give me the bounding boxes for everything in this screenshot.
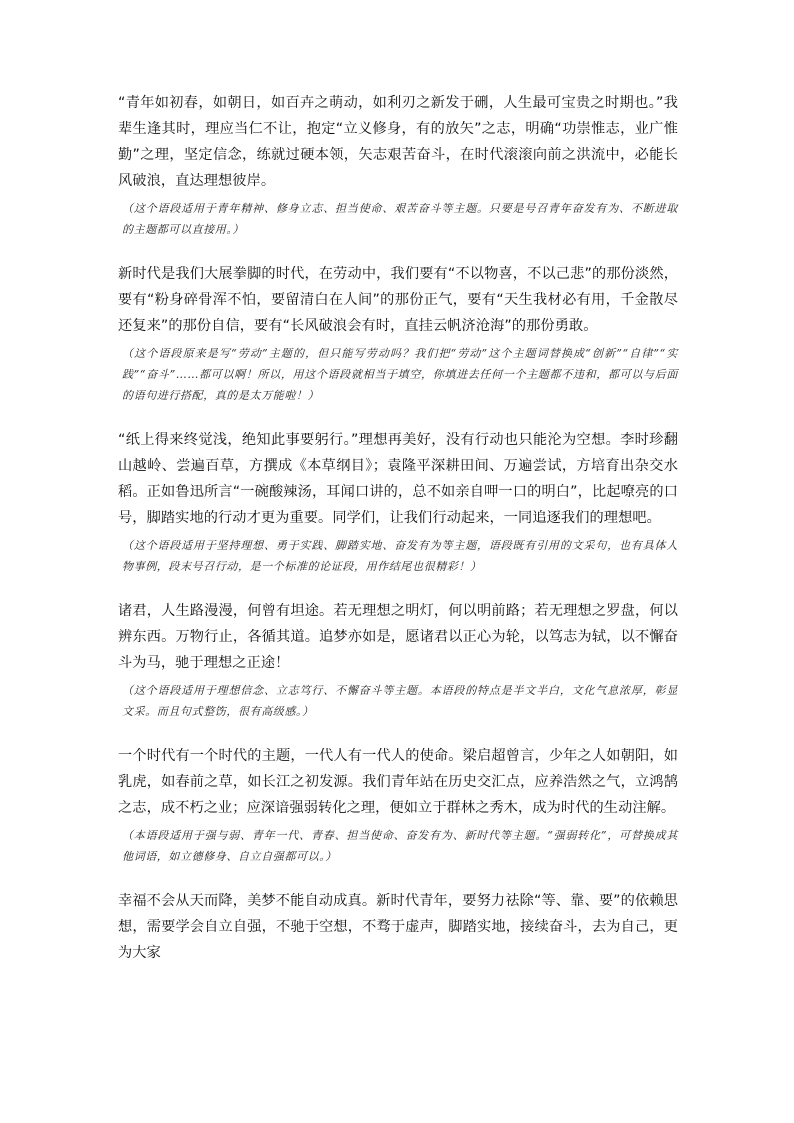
paragraph-note: （本语段适用于强与弱、青年一代、青春、担当使命、奋发有为、新时代等主题。“强弱转化”，可替换成其他词语，如立德修身、自立自强都可以。） bbox=[122, 829, 678, 863]
paragraph-text: “青年如初春，如朝日，如百卉之萌动，如利刃之新发于硎，人生最可宝贵之时期也。”我辈生逢其时，理应当仁不让，抱定“立义修身，有的放矢”之志，明确“功崇惟志，业广惟勤”之理，坚定信念，练就过硬本领，矢志艰苦奋斗，在时代滚滚向前之洪流中，必能长风破浪，直达理想彼岸。 bbox=[118, 95, 678, 189]
paragraph-note: （这个语段适用于理想信念、立志笃行、不懈奋斗等主题。本语段的特点是半文半白，文化气息浓厚，彰显文采。而且句式整饬，很有高级感。） bbox=[122, 684, 678, 718]
section-6 bbox=[118, 888, 678, 966]
paragraph-text: “纸上得来终觉浅，绝知此事要躬行。”理想再美好，没有行动也只能沦为空想。李时珍翻山越岭、尝遍百草，方撰成《本草纲目》；袁隆平深耕田间、万遍尝试，方培育出杂交水稻。正如鲁迅所言“一碗酸辣汤，耳闻口讲的，总不如亲自呷一口的明白”，比起嘹亮的口号，脚踏实地的行动才更为重要。同学们，让我们行动起来，一同追逐我们的理想吧。 bbox=[118, 432, 678, 526]
paragraph-text: 幸福不会从天而降，美梦不能自动成真。新时代青年，要努力祛除“等、靠、要”的依赖思想，需要学会自立自强，不驰于空想，不骛于虚声，脚踏实地，接续奋斗，去为自己，更为大家 bbox=[118, 893, 678, 961]
section-4 bbox=[118, 598, 678, 722]
paragraph-text: 一个时代有一个时代的主题，一代人有一代人的使命。梁启超曾言，少年之人如朝阳，如乳虎，如春前之草，如长江之初发源。我们青年站在历史交汇点，应养浩然之气，立鸿鹄之志，成不朽之业；应深谙强弱转化之理，便如立于群林之秀木，成为时代的生动注解。 bbox=[118, 748, 678, 816]
paragraph-note: （这个语段适用于青年精神、修身立志、担当使命、艰苦奋斗等主题。只要是号召青年奋发有为、不断进取的主题都可以直接用。） bbox=[122, 202, 678, 236]
document-body bbox=[118, 90, 678, 987]
paragraph-text: 新时代是我们大展拳脚的时代，在劳动中，我们要有“不以物喜，不以己悲”的那份淡然，要有“粉身碎骨浑不怕，要留清白在人间”的那份正气，要有“天生我材必有用，千金散尽还复来”的那份自信，要有“长风破浪会有时，直挂云帆济沧海”的那份勇敢。 bbox=[118, 266, 678, 334]
paragraph-note: （这个语段原来是写“劳动”主题的，但只能写劳动吗？我们把“劳动”这个主题词替换成“创新”“自律”“实践”“奋斗”……都可以啊！所以，用这个语段就相当于填空，你填进去任何一个主题都不违和，都可以与后面的语句进行搭配，真的是太万能啦！） bbox=[122, 347, 678, 402]
section-2 bbox=[118, 261, 678, 406]
section-5 bbox=[118, 743, 678, 867]
paragraph-note: （这个语段适用于坚持理想、勇于实践、脚踏实地、奋发有为等主题，语段既有引用的文采句，也有具体人物事例，段末号召行动，是一个标准的论证段，用作结尾也很精彩！） bbox=[122, 539, 678, 573]
section-1 bbox=[118, 90, 678, 240]
section-3 bbox=[118, 427, 678, 577]
paragraph-text: 诸君，人生路漫漫，何曾有坦途。若无理想之明灯，何以明前路；若无理想之罗盘，何以辨东西。万物行止，各循其道。追梦亦如是，愿诸君以正心为轮，以笃志为轼，以不懈奋斗为马，驰于理想之正途！ bbox=[118, 603, 678, 671]
